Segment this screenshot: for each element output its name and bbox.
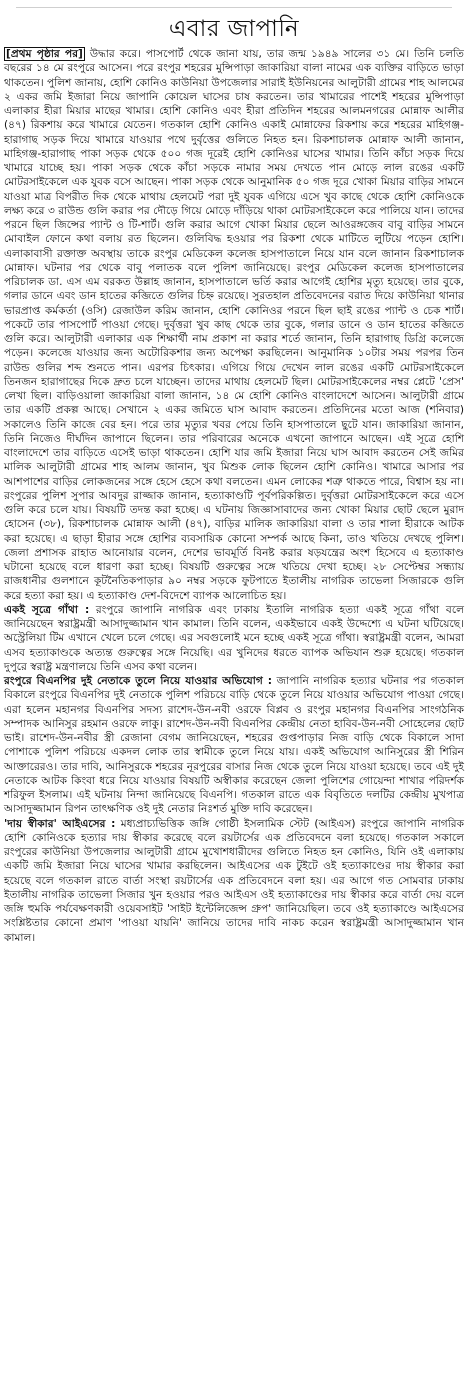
paragraph-is-claim xyxy=(4,817,464,945)
subheading: রংপুরে বিএনপির দুই নেতাকে তুলে নিয়ে যাওয়ার অভিযোগ : xyxy=(4,675,272,687)
subheading: একই সূত্রে গাঁথা : xyxy=(4,603,90,616)
top-divider xyxy=(16,0,452,8)
paragraph-bnp-leaders xyxy=(4,674,464,817)
headline: এবার জাপানি xyxy=(168,16,300,42)
paragraph-main xyxy=(4,47,464,603)
continuation-tag: [প্রথম পৃষ্ঠার পর] xyxy=(6,48,83,60)
subheading: 'দায় স্বীকার' আইএসের : xyxy=(4,817,116,830)
article-body xyxy=(4,47,464,945)
paragraph-text: মধ্যপ্রাচ্যভিত্তিক জঙ্গি গোষ্ঠী ইসলামিক স্টেট (আইএস) রংপুরে জাপানি নাগরিক হোশি কোনিওকে হত্যার দায় স্বীকার করেছে বলে রয়টার্সের এক প্রতিবেদনে বলা হয়েছে। গতকাল সকালে রংপুরের কাউনিয়া উপজেলার আলুটারী গ্রামে মুখোশধারীদের গুলিতে নিহত হন কোনিও, যিনি ওই এলাকায় একটি জমি ইজারা নিয়ে ঘাসের খামার করছিলেন। আইএসের এক টুইটে ওই হত্যাকাণ্ডের দায় স্বীকার করা হয়েছে বলে গতকাল রাতে বার্তা সংস্থা রয়টার্সের এক প্রতিবেদনে বলা হয়। এর আগে গত সোমবার ঢাকায় ইতালীয় নাগরিক তাভেলা সিজার খুন হওয়ার পরও আইএস ওই হত্যাকাণ্ডের দায় স্বীকার করে বার্তা দেয় বলে জঙ্গি হুমকি পর্যবেক্ষণকারী ওয়েবসাইট 'সাইট ইন্টেলিজেন্স গ্রুপ' জানিয়েছিল। তবে ওই হত্যাকাণ্ডে আইএসের সংশ্লিষ্টতার কোনো প্রমাণ 'পাওয়া যায়নি' জানিয়ে তাদের দাবি নাকচ করেন স্বরাষ্ট্রমন্ত্রী আসাদুজ্জামান খান কামাল। xyxy=(4,817,464,944)
paragraph-text: উদ্ধার করে। পাসপোর্ট থেকে জানা যায়, তার জন্ম ১৯৪৯ সালের ৩১ মে। তিনি চলতি বছরের ১৪ মে রংপুরে আসেন। পরে রংপুর শহরের মুন্সিপাড়া জাকারিয়া বালা নামের এক ব্যক্তির বাড়িতে ভাড়া থাকতেন। পুলিশ জানায়, হোশি কোনিও কাউনিয়া উপজেলার সারাই ইউনিয়নের আলুটারী গ্রামের শাহ আলমের ২ একর জমি ইজারা নিয়ে জাপানি কোয়েল ঘাসের চাষ করতেন। তার খামারের পাশেই শহরের মুন্সিপাড়া এলাকার হীরা মিয়ার মাছের খামার। হোশি কোনিও এবং হীরা প্রতিদিন শহরের আলমনগরের মোন্নাফ আলীর (৪৭) রিকশায় করে খামারে যেতেন। গতকাল হোশি কোনিও একাই মোন্নাফের রিকশায় করে শহরের মাহিগঞ্জ-হারাগাছ সড়ক দিয়ে খামারে যাওয়ার পথে দুর্বৃত্তের গুলিতে নিহত হন। রিকশাচালক মোন্নাফ আলী জানান, মাহিগঞ্জ-হারাগাছ পাকা সড়ক থেকে ৫০০ গজ দূরেই হোশি কোনিওর ঘাসের খামার। তিনি কাঁচা সড়ক দিয়ে খামারে যাচ্ছে হয়। পাকা সড়ক থেকে কাঁচা সড়কে নামার সময় দেখতে পান মোড়ে লাল রঙের একটি মোটরসাইকেলে এক যুবক বসে আছেন। পাকা সড়ক থেকে আনুমানিক ৫০ গজ দূরে খোকা মিয়ার বাড়ির সামনে যাওয়া মাত্র বিপরীত দিক থেকে মাথায় হেলমেট পরা দুই যুবক এগিয়ে এসে খুব কাছে থেকে হোশি কোনিওকে লক্ষ্য করে ৩ রাউন্ড গুলি করার পর দৌড়ে গিয়ে মোড়ে দাঁড়িয়ে থাকা মোটরসাইকেলে করে পালিয়ে যান। তাদের পরনে ছিল জিন্সের প্যান্ট ও টি-শার্ট। গুলি করার আগে খোকা মিয়ার ছেলে আওরঙ্গজেব বাবু বাড়ির সামনে মোবাইল ফোনে কথা বলায় রত ছিলেন। গুলিবিদ্ধ হওয়ার পর রিকশা থেকে মাটিতে লুটিয়ে পড়েন হোশি। এলাকাবাসী রক্তাক্ত অবস্থায় তাকে রংপুর মেডিকেল কলেজ হাসপাতালে নিয়ে যান বলে জানান রিকশাচালক মোন্নাফ। ঘটনার পর থেকে বাবু পলাতক বলে পুলিশ জানিয়েছে। রংপুর মেডিকেল কলেজ হাসপাতালের পরিচালক ডা. এস এম বরকত উল্লাহ জানান, হাসপাতালে ভর্তি করার আগেই হোশির মৃত্যু হয়েছে। তার বুকে, গলার ডানে এবং ডান হাতের কব্জিতে গুলির চিহ্ন রয়েছে। সুরতহাল প্রতিবেদনের বরাত দিয়ে কাউনিয়া থানার ভারপ্রাপ্ত কর্মকর্তা (ওসি) রেজাউল করিম জানান, হোশি কোনিওর পরনে ছিল ছাই রঙের প্যান্ট ও চেক শার্ট। পকেটে তার পাসপোর্ট পাওয়া গেছে। দুর্বৃত্তরা খুব কাছ থেকে তার বুকে, গলার ডানে ও ডান হাতের কব্জিতে গুলি করে। আলুটারী এলাকার এক শিক্ষার্থী নাম প্রকাশ না করার শর্তে জানান, তিনি হারাগাছ ডিগ্রি কলেজে পড়েন। কলেজে যাওয়ার জন্য অটোরিকশার জন্য অপেক্ষা করছিলেন। আনুমানিক ১০টার সময় পরপর তিন রাউন্ড গুলির শব্দ শুনতে পান। এরপর চিৎকার। এগিয়ে গিয়ে দেখেন লাল রঙের একটি মোটরসাইকেলে তিনজন হারাগাছের দিকে দ্রুত চলে যাচ্ছেন। তাদের মাথায় হেলমেট ছিল। মোটরসাইকেলের নম্বর প্লেটে 'প্রেস' লেখা ছিল। বাড়িওয়ালা জাকারিয়া বালা জানান, ১৪ মে হোশি কোনিও বাংলাদেশে আসেন। আলুটারী গ্রামে তার একটি প্রকল্প আছে। সেখানে ২ একর জমিতে ঘাস আবাদ করতেন। প্রতিদিনের মতো আজ (শনিবার) সকালেও তিনি কাজে বের হন। পরে তার মৃত্যুর খবর পেয়ে তিনি হাসপাতালে ছুটে যান। জাকারিয়া জানান, তিনি নিজেও দীর্ঘদিন জাপানে ছিলেন। তার পরিবারের অনেকে এখনো জাপানে আছেন। এই সূত্রে হোশি বাংলাদেশে তার বাড়িতে এসেই ভাড়া থাকতেন। হোশি যার জমি ইজারা নিয়ে ঘাস আবাদ করতেন সেই জমির মালিক আলুটারী গ্রামের শাহ আলম জানান, খুব মিশুক লোক ছিলেন হোশি কোনিও। খামারে আসার পর আশপাশের বাড়ির লোকজনের সঙ্গে হেসে হেসে কথা বলতেন। এমন লোকের শত্রু থাকতে পারে, বিশ্বাস হয় না। রংপুরের পুলিশ সুপার আবদুর রাজ্জাক জানান, হত্যাকাণ্ডটি পূর্বপরিকল্পিত। দুর্বৃত্তরা মোটরসাইকেলে করে এসে গুলি করে চলে যায়। বিষয়টি তদন্ত করা হচ্ছে। এ ঘটনায় জিজ্ঞাসাবাদের জন্য খোকা মিয়ার ছোট ছেলে মুরাদ হোসেন (৩৮), রিকশাচালক মোন্নাফ আলী (৪৭), বাড়ির মালিক জাকারিয়া বালা ও তার শালা হীরাকে আটক করা হয়েছে। এ ছাড়া হীরার সঙ্গে হোশির ব্যবসায়িক কোনো সম্পর্ক আছে কিনা, তাও খতিয়ে দেখছে পুলিশ। জেলা প্রশাসক রাহাত আনোয়ার বলেন, দেশের ভাবমূর্তি বিনষ্ট করার ষড়যন্ত্রের অংশ হিসেবে এ হত্যাকাণ্ড ঘটানো হয়েছে বলে ধারণা করা হচ্ছে। বিষয়টি গুরুত্বের সঙ্গে খতিয়ে দেখা হচ্ছে। ২৮ সেপ্টেম্বর সন্ধ্যায় রাজধানীর গুলশানে কূটনৈতিকপাড়ার ৯০ নম্বর সড়কে ফুটপাতে ইতালীয় নাগরিক তাভেলা সিজারকে গুলি করে হত্যা করা হয়। এ হত্যাকাণ্ড দেশ-বিদেশে ব্যাপক আলোচিত হয়। xyxy=(4,48,464,602)
paragraph-same-thread xyxy=(4,603,464,674)
paragraph-text: রংপুরে জাপানি নাগরিক এবং ঢাকায় ইতালি নাগরিক হত্যা একই সূত্রে গাঁথা বলে জানিয়েছেন স্বরাষ্ট্রমন্ত্রী আসাদুজ্জামান খান কামাল। তিনি বলেন, একইভাবে একই উদ্দেশ্যে এ ঘটনা ঘটিয়েছে। অস্ট্রেলিয়া টিম এখানে খেলে চলে গেছে। এর সবগুলোই মনে হচ্ছে একই সূত্রে গাঁথা। স্বরাষ্ট্রমন্ত্রী বলেন, আমরা এসব হত্যাকাণ্ডকে অত্যন্ত গুরুত্বের সঙ্গে নিয়েছি। এর খুনিদের ধরতে ব্যাপক অভিযান শুরু হয়েছে। গতকাল দুপুরে স্বরাষ্ট্র মন্ত্রণালয়ে তিনি এসব কথা বলেন। xyxy=(4,603,464,673)
paragraph-text: জাপানি নাগরিক হত্যার ঘটনার পর গতকাল বিকালে রংপুরে বিএনপির দুই নেতাকে পুলিশ পরিচয়ে বাড়ি থেকে তুলে নিয়ে যাওয়ার অভিযোগ পাওয়া গেছে। এরা হলেন মহানগর বিএনপির সদস্য রাশেদ-উন-নবী ওরফে বিপ্লব ও রংপুর মহানগর বিএনপির সাংগঠনিক সম্পাদক আনিসুর রহমান ওরফে লাকু। রাশেদ-উন-নবী বিএনপির কেন্দ্রীয় নেতা হাবিব-উন-নবী সোহেলের ছোট ভাই। রাশেদ-উন-নবীর স্ত্রী রেজানা বেগম জানিয়েছেন, শহরের গুপ্তপাড়ার নিজ বাড়ি থেকে বিকালে সাদা পোশাকে পুলিশ পরিচয়ে একদল লোক তার স্বামীকে তুলে নিয়ে যায়। একই অভিযোগ আনিসুরের স্ত্রী শিরিন আক্তারেরও। তার দাবি, আনিসুরকে শহরের নূরপুরের বাসার নিজ থেকে তুলে নিয়ে যাওয়া হয়েছে। তবে এই দুই নেতাকে আটক কিংবা ধরে নিয়ে যাওয়ার বিষয়টি অস্বীকার করেছেন জেলা পুলিশের গোয়েন্দা শাখার পরিদর্শক শরিফুল ইসলাম। এই ঘটনায় নিন্দা জানিয়েছে বিএনপি। গতকাল রাতে এক বিবৃতিতে দলটির কেন্দ্রীয় মুখপাত্র আসাদুজ্জামান রিপন তাৎক্ষণিক ওই দুই নেতার নিঃশর্ত মুক্তি দাবি করেছেন। xyxy=(4,675,464,816)
